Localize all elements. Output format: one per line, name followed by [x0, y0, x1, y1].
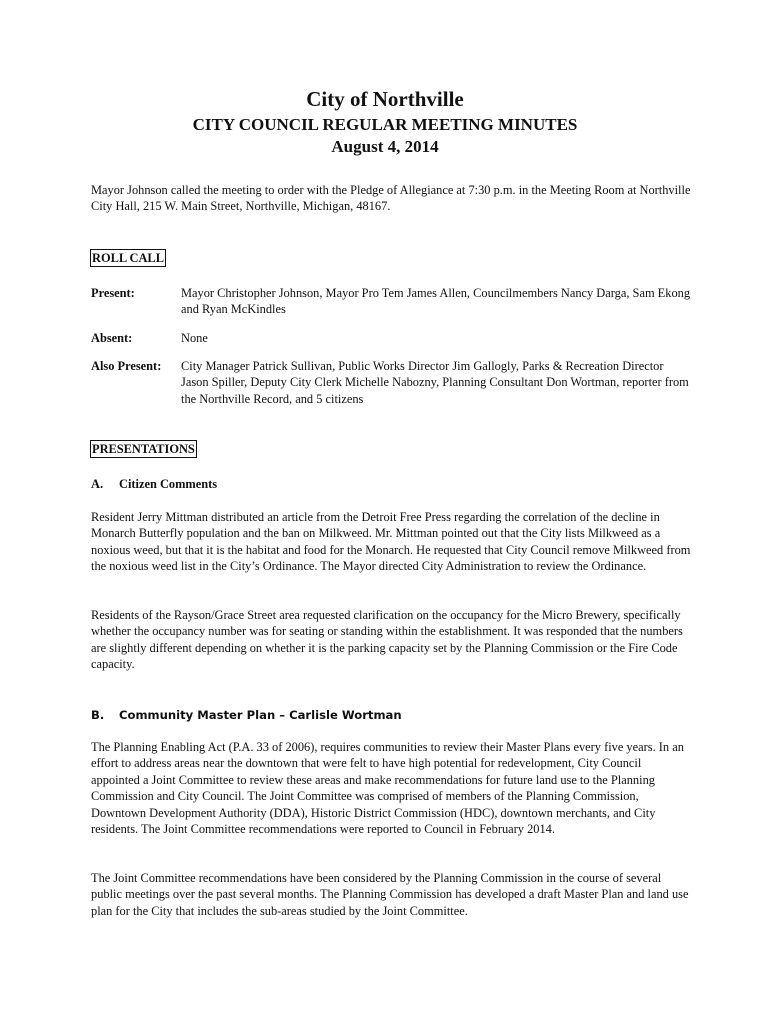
meeting-title: CITY COUNCIL REGULAR MEETING MINUTES [192, 115, 578, 134]
section-a-title: Citizen Comments [119, 477, 218, 491]
section-a-letter: A. [91, 477, 104, 491]
section-b-heading [91, 707, 402, 723]
intro-paragraph: Mayor Johnson called the meeting to order with the Pledge of Allegiance at 7:30 p.m. in the Meeting Room at Northville City Hall, 215 W. Main Street, Northville, Michigan, 48167. [91, 183, 691, 214]
absent-row [91, 330, 691, 346]
master-plan-paragraph-2: The Joint Committee recommendations have been considered by the Planning Commission in the course of several public meetings over the past several months. The Planning Commission has developed a draft Master Plan and land use plan for the City that includes the sub-areas studied by the Joint Committee. [91, 871, 689, 918]
city-title: City of Northville [306, 87, 464, 111]
also-present-label: Also Present: [91, 359, 162, 373]
present-value: Mayor Christopher Johnson, Mayor Pro Tem James Allen, Councilmembers Nancy Darga, Sam Ekong and Ryan McKindles [181, 286, 691, 317]
absent-label: Absent: [91, 331, 133, 345]
citizen-comments-paragraph-2: Residents of the Rayson/Grace Street area requested clarification on the occupancy for the Micro Brewery, specifically whether the occupancy number was for seating or standing within the establishment. It was responded that the numbers are slightly different depending on whether it is the parking capacity set by the Planning Commission or the Fire Code capacity. [91, 608, 683, 672]
master-plan-paragraph-1: The Planning Enabling Act (P.A. 33 of 2006), requires communities to review their Master Plans every five years. In an effort to address areas near the downtown that were felt to have high potential for redevelopment, City Council appointed a Joint Committee to review these areas and make recommendations for future land use to the Planning Commission and City Council. The Joint Committee was comprised of members of the Planning Commission, Downtown Development Authority (DDA), Historic District Commission (HDC), downtown merchants, and City residents. The Joint Committee recommendations were reported to Council in February 2014. [91, 740, 684, 837]
present-label: Present: [91, 286, 135, 300]
presentations-heading: PRESENTATIONS [92, 442, 195, 456]
section-a-heading [91, 476, 217, 492]
section-b-title: Community Master Plan – Carlisle Wortman [119, 708, 402, 722]
present-row [91, 285, 691, 318]
absent-value: None [181, 331, 208, 345]
roll-call-heading: ROLL CALL [92, 251, 164, 265]
also-present-value: City Manager Patrick Sullivan, Public Works Director Jim Gallogly, Parks & Recreation Director Jason Spiller, Deputy City Clerk Michelle Nabozny, Planning Consultant Don Wortman, reporter from the Northville Record, and 5 citizens [181, 359, 689, 406]
document-header [0, 86, 770, 158]
citizen-comments-paragraph-1: Resident Jerry Mittman distributed an article from the Detroit Free Press regarding the correlation of the decline in Monarch Butterfly population and the ban on Milkweed. Mr. Mittman pointed out that the City lists Milkweed as a noxious weed, but that it is the habitat and food for the Monarch. He requested that City Council remove Milkweed from the noxious weed list in the City’s Ordinance. The Mayor directed City Administration to review the Ordinance. [91, 510, 691, 574]
also-present-row [91, 358, 691, 407]
meeting-date: August 4, 2014 [331, 137, 439, 156]
section-b-letter: B. [91, 708, 105, 722]
